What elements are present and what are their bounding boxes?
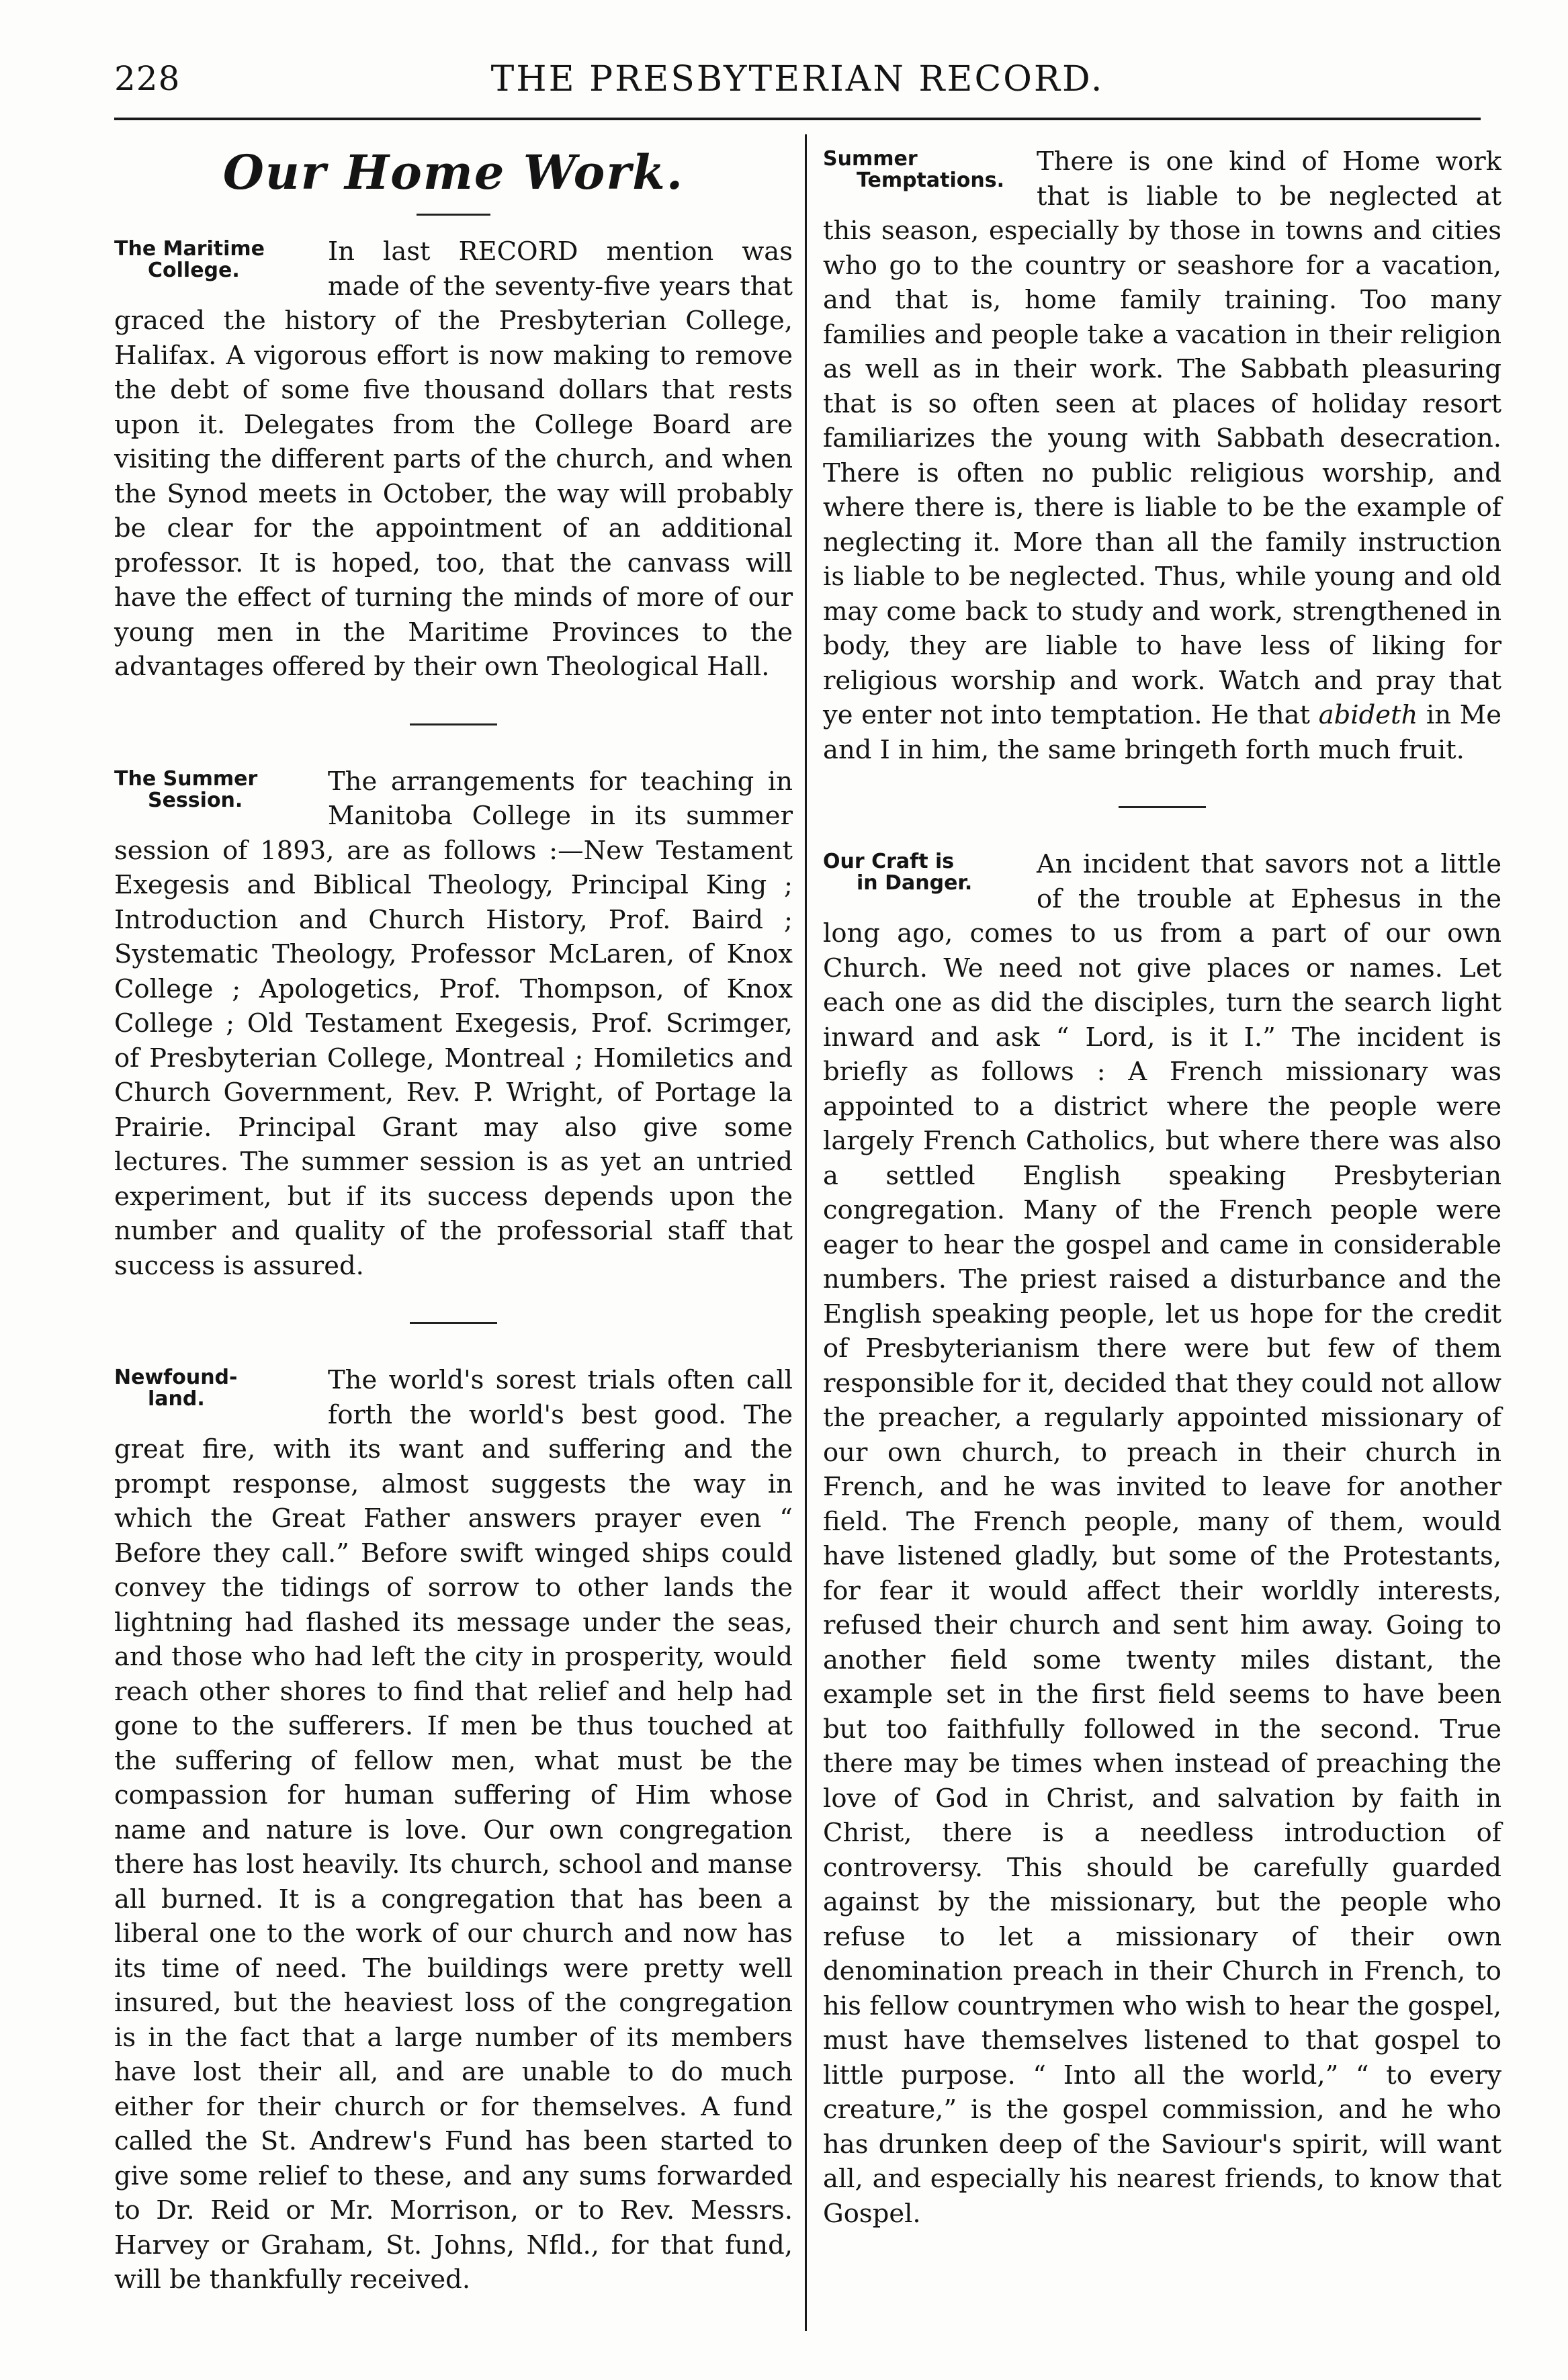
article-body: In last RECORD mention was made of the seventy-five years that graced the history of the Presbyterian College, Halifax. A vigorous effort is now making to remove the debt of some five thousand dollars that rests upon it. Delegates from the College Board are visiting the different parts of the church, and when the Synod meets in October, the way will probably be clear for the appointment of an additional professor. It is hoped, too, that the canvass will have the effect of turning the minds of more of our young men in the Maritime Provinces to the advantages offered by their own Theological Hall. bbox=[114, 236, 793, 682]
article-body-italic: abideth bbox=[1318, 700, 1418, 730]
article-body-end: in Me and I in him, the same bringeth forth much fruit. bbox=[823, 700, 1501, 765]
column-divider bbox=[805, 134, 807, 2331]
article-our-craft bbox=[823, 847, 1501, 2231]
section-heading: Our Home Work. bbox=[222, 144, 685, 200]
side-head-line-1: Summer bbox=[823, 147, 918, 171]
article-side-head bbox=[114, 238, 316, 281]
article-divider bbox=[410, 1322, 497, 1324]
article-body: An incident that savors not a little of the trouble at Ephesus in the long ago, comes to us from a part of our own Church. We need not give places or names. Let each one as did the disciples, turn the search light inward and ask “ Lord, is it I.” The incident is briefly as follows : A French missionary was appointed to a district where the people were largely French Catholics, but where there was also a settled English speaking Presbyterian congregation. Many of the French people were eager to hear the gospel and came in considerable numbers. The priest raised a disturbance and the English speaking people, let us hope for the credit of Presbyterianism there were but few of them responsible for it, decided that they could not allow the preacher, a regularly appointed missionary of our own church, to preach in their church in French, and he was invited to leave for another field. The French people, many of them, would have listened gladly, but some of the Protestants, for fear it would affect their worldly interests, refused their church and sent him away. Going to another field some twenty miles distant, the example set in the first field seems to have been but too faithfully followed in the second. True there may be times when instead of preaching the love of God in Christ, and salvation by faith in Christ, there is a needless introduction of controversy. This should be carefully guarded against by the missionary, but the people who refuse to let a missionary of their own denomination preach in their Church in French, to his fellow countrymen who wish to hear the gospel, must have themselves listened to that gospel to little purpose. “ Into all the world,” “ to every creature,” is the gospel commission, and he who has drunken deep of the Saviour's spirit, will want all, and especially his nearest friends, to know that Gospel. bbox=[823, 849, 1501, 2229]
article-divider bbox=[410, 723, 497, 725]
heading-rule bbox=[417, 214, 490, 216]
article-summer-temptations bbox=[823, 144, 1501, 767]
article-newfoundland bbox=[114, 1363, 793, 2297]
article-side-head bbox=[114, 1367, 316, 1410]
side-head-line-2: College. bbox=[148, 259, 240, 282]
article-body: The world's sorest trials often call forth the world's best good. The great fire, with its want and suffering and the prompt response, almost suggests the way in which the Great Father answers prayer even “ Before they call.” Before swift winged ships could convey the tidings of sorrow to other lands the lightning had flashed its message under the seas, and those who had left the city in prosperity, would reach other shores to find that relief and help had gone to the sufferers. If men be thus touched at the suffering of fellow men, what must be the compassion for human suffering of Him whose name and nature is love. Our own congregation there has lost heavily. Its church, school and manse all burned. It is a congregation that has been a liberal one to the work of our church and now has its time of need. The buildings were pretty well insured, but the heaviest loss of the congregation is in the fact that a large number of its members have lost their all, and are unable to do much either for their church or for themselves. A fund called the St. Andrew's Fund has been started to give some relief to these, and any sums forwarded to Dr. Reid or Mr. Morrison, or to Rev. Messrs. Harvey or Graham, St. Johns, Nfld., for that fund, will be thankfully received. bbox=[114, 1365, 793, 2295]
article-side-head bbox=[823, 851, 1025, 894]
journal-title: THE PRESBYTERIAN RECORD. bbox=[490, 59, 1104, 99]
article-body: There is one kind of Home work that is liable to be neglected at this season, especially by those in towns and cities who go to the country or seashore for a vacation, and that is, home family training. Too many families and people take a vacation in their religion as well as in their work. The Sabbath pleasuring that is so often seen at places of holiday resort familiarizes the young with Sabbath desecration. There is often no public religious worship, and where there is, there is liable to be the example of neglecting it. More than all the family instruction is liable to be neglected. Thus, while young and old may come back to study and work, strengthened in body, they are liable to have less of liking for religious worship and work. Watch and pray that ye enter not into temptation. He that bbox=[823, 146, 1501, 730]
side-head-line-2: land. bbox=[148, 1387, 205, 1411]
side-head-line-1: The Maritime bbox=[114, 237, 265, 261]
right-column bbox=[823, 144, 1501, 2326]
article-maritime-college bbox=[114, 234, 793, 685]
article-summer-session bbox=[114, 764, 793, 1284]
side-head-line-1: Newfound- bbox=[114, 1366, 238, 1389]
article-side-head bbox=[823, 148, 1025, 191]
left-column bbox=[114, 144, 793, 2326]
side-head-line-2: Session. bbox=[148, 788, 243, 812]
article-body: The arrangements for teaching in Manitoba College in its summer session of 1893, are as follows :—New Testament Exegesis and Biblical Theology, Principal King ; Introduction and Church History, Prof. Baird ; Systematic Theology, Professor McLaren, of Knox College ; Apologetics, Prof. Thompson, of Knox College ; Old Testament Exegesis, Prof. Scrimger, of Presbyterian College, Montreal ; Homiletics and Church Government, Rev. P. Wright, of Portage la Prairie. Principal Grant may also give some lectures. The summer session is as yet an untried experiment, but if its success depends upon the number and quality of the professorial staff that success is assured. bbox=[114, 766, 793, 1281]
page-header bbox=[114, 59, 1481, 113]
side-head-line-1: The Summer bbox=[114, 766, 258, 791]
side-head-line-2: Temptations. bbox=[857, 169, 1004, 192]
side-head-line-1: Our Craft is bbox=[823, 850, 955, 873]
article-side-head bbox=[114, 768, 316, 811]
page-number: 228 bbox=[114, 59, 181, 98]
side-head-line-2: in Danger. bbox=[857, 871, 973, 895]
header-rule bbox=[114, 118, 1481, 120]
article-divider bbox=[1119, 806, 1206, 808]
